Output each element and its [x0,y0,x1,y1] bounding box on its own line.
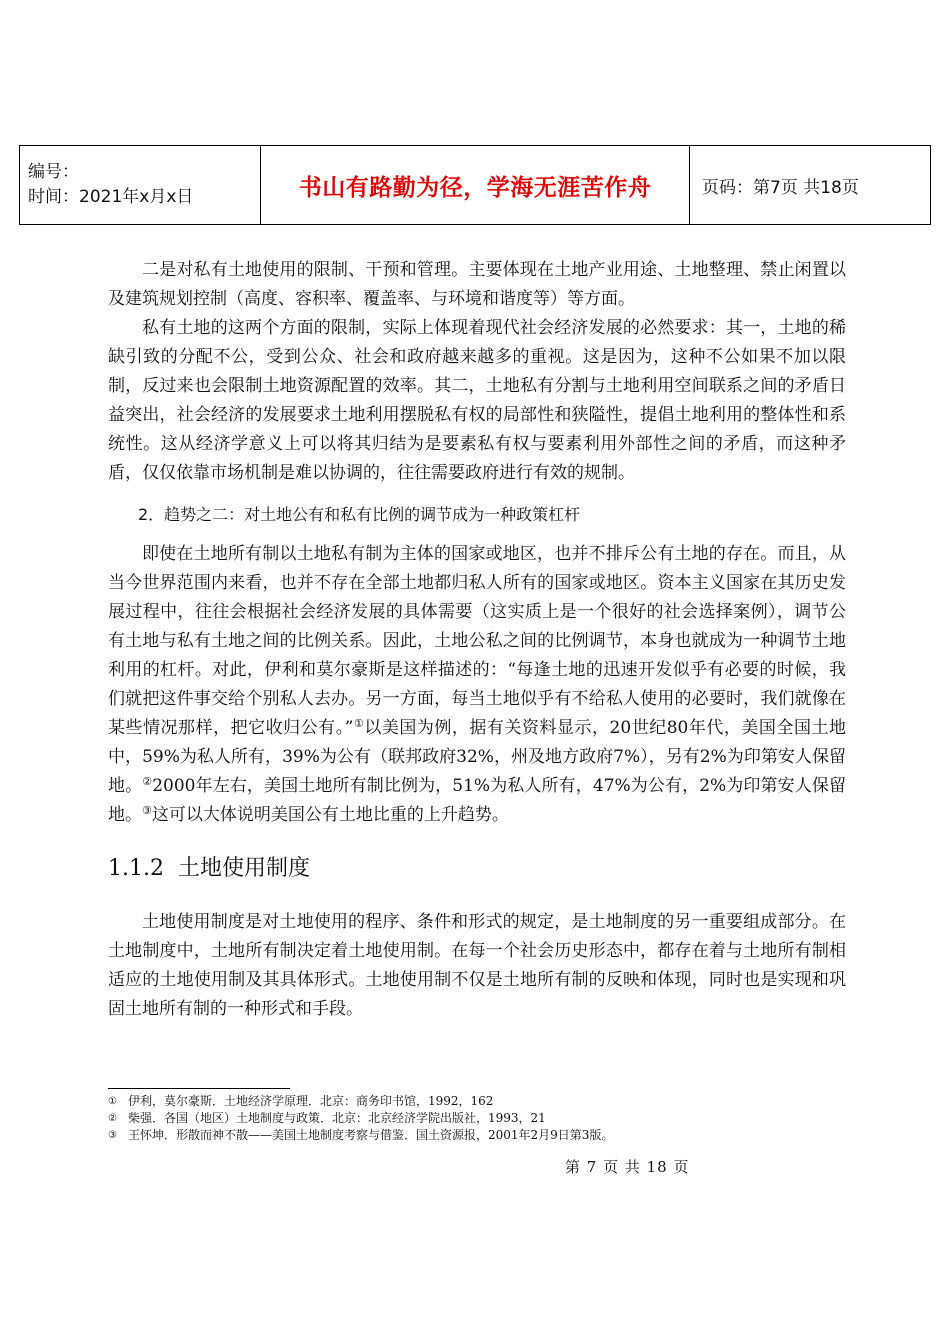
paragraph-text: 2000年左右，美国土地所有制比例为，51%为私人所有，47%为公有，2%为印第安人保留地。 [108,776,846,825]
header-page-number: 页码：第7页 共18页 [690,146,931,225]
footnote-mark: ① [108,1096,117,1107]
footnote-text: 柴强．各国（地区）土地制度与政策．北京：北京经济学院出版社，1993，21 [128,1111,546,1125]
footnote-separator [108,1088,290,1089]
document-body [108,256,846,1024]
paragraph [108,540,846,830]
section-heading [108,852,846,886]
footnote-reference[interactable]: ③ [142,804,152,817]
document-number-label: 编号： [28,162,79,182]
paragraph-text: 这可以大体说明美国公有土地比重的上升趋势。 [151,805,509,825]
footnote-item [108,1110,848,1127]
paragraph-text: 以美国为例，据有关资料显示，20世纪80年代，美国全国土地中，59%为私人所有，39%为公有（联邦政府32%，州及地方政府7%），另有2%为印第安人保留地。 [108,718,846,796]
document-date-label: 时间：2021年x月x日 [28,187,194,207]
paragraph-text: 即使在土地所有制以土地私有制为主体的国家或地区，也并不排斥公有土地的存在。而且，从当今世界范围内来看，也并不存在全部土地都归私人所有的国家或地区。资本主义国家在其历史发展过程中，往往会根据社会经济发展的具体需要（这实质上是一个很好的社会选择案例），调节公有土地与私有土地之间的比例关系。因此，土地公私之间的比例调节，本身也就成为一种调节土地利用的杠杆。对此，伊利和莫尔豪斯是这样描述的：“每逢土地的迅速开发似乎有必要的时候，我们就把这件事交给个别私人去办。另一方面，每当土地似乎有不给私人使用的必要时，我们就像在某些情况那样，把它收归公有。” [108,544,846,738]
section-number: 1.1.2 [108,856,164,881]
footnote-item [108,1127,848,1144]
paragraph: 土地使用制度是对土地使用的程序、条件和形式的规定，是土地制度的另一重要组成部分。在土地制度中，土地所有制决定着土地使用制。在每一个社会历史形态中，都存在着与土地所有制相适应的土地使用制及其具体形式。土地使用制不仅是土地所有制的反映和体现，同时也是实现和巩固土地所有制的一种形式和手段。 [108,912,846,1019]
paragraph: 二是对私有土地使用的限制、干预和管理。主要体现在土地产业用途、土地整理、禁止闲置以及建筑规划控制（高度、容积率、覆盖率、与环境和谐度等）等方面。 [108,260,846,309]
section-title: 土地使用制度 [177,856,310,881]
footnotes [108,1093,848,1144]
footnote-mark: ③ [108,1130,117,1141]
page-footer: 第 7 页 共 18 页 [565,1158,690,1176]
footnote-text: 伊利，莫尔豪斯．土地经济学原理．北京：商务印书馆，1992，162 [128,1094,494,1108]
document-header [19,145,931,225]
footnote-reference[interactable]: ① [353,717,365,730]
subsection-heading: 2．趋势之二：对土地公有和私有比例的调节成为一种政策杠杆 [138,505,581,524]
header-meta [20,146,261,225]
paragraph: 私有土地的这两个方面的限制，实际上体现着现代社会经济发展的必然要求：其一，土地的稀缺引致的分配不公，受到公众、社会和政府越来越多的重视。这是因为，这种不公如果不加以限制，反过来也会限制土地资源配置的效率。其二，土地私有分割与土地利用空间联系之间的矛盾日益突出，社会经济的发展要求土地利用摆脱私有权的局部性和狭隘性，提倡土地利用的整体性和系统性。这从经济学意义上可以将其归结为是要素私有权与要素利用外部性之间的矛盾，而这种矛盾，仅仅依靠市场机制是难以协调的，往往需要政府进行有效的规制。 [108,318,846,483]
footnote-mark: ② [108,1113,117,1124]
footnote-reference[interactable]: ② [142,775,153,788]
footnote-text: 王怀坤．形散而神不散——美国土地制度考察与借鉴．国土资源报，2001年2月9日第3版。 [128,1128,614,1142]
footnote-item [108,1093,848,1110]
header-motto: 书山有路勤为径，学海无涯苦作舟 [261,146,690,225]
